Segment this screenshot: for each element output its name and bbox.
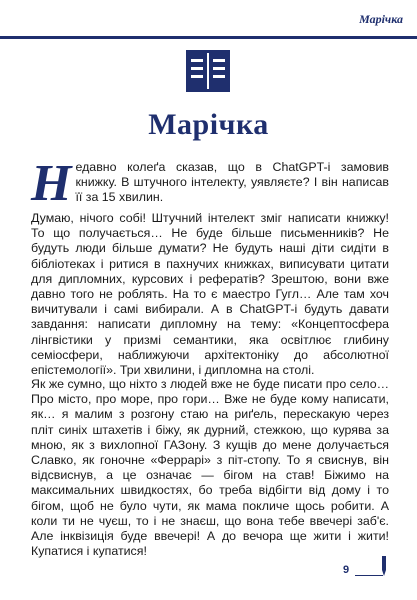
drop-cap: Н: [31, 155, 72, 212]
paragraph-1-text: едавно колеґа сказав, що в ChatGPT-і замовив книжку. В штучного інтелекту, уявляєте? І він написав її за 15 хвилин.: [75, 160, 389, 205]
pen-icon: [380, 556, 388, 576]
book-icon: [186, 50, 230, 92]
page-number: 9: [343, 564, 350, 576]
paragraph-1: [31, 155, 389, 212]
footer-rule: [355, 575, 383, 576]
running-title: Марічка: [359, 12, 403, 26]
paragraph-2: Думаю, нічого собі! Штучний інтелект зміг написати книжку! То що получається… Не буде більше письменників? Не будуть люди більше думати? Не будуть наші діти сидіти в бібліотеках і ритися в пахнучих книжках, виписувати цитати для дипломних, курсових і рефератів? Зрештою, вони вже давно того не роблять. На то є маестро Гугл… Але там хоч вичитували і самі вибирали. А в ChatGPT-і будуть давати завдання: написати дипломну на тему: «Концептосфера лінгвістики у призмі семантики, яка освітлює глибину семіосфери, наближуючи архітектоніку до абсолютної епістемології». Три хвилини, і дипломна на столі.: [31, 211, 389, 378]
paragraph-3: Як же сумно, що ніхто з людей вже не буде писати про село… Про місто, про море, про гори… Вже не буде кому написати, як… я малим з розгону стаю на риґель, перескакую через пліт синіх штахетів і біжу, як дурний, стежкою, що курява за мною, як з вихлопної ГАЗону. З кущів до мене долучається Славко, як гоночне «Феррарі» з піт-стопу. То я свиснув, він відсвиснув, а це означає — бігом на став! Біжимо на максимальних швидкостях, бо треба відбігти від дому і то бігом, щоб не було чути, як мама покличе щось робити. А коли ти не чуєш, то і не знаєш, що вона тебе ввечері заб'є. Але інквізиція буде ввечері! А до вечора ще жити і жити! Купатися і купатися!: [31, 377, 389, 559]
header-rule: [0, 36, 417, 39]
article-title: Марічка: [148, 108, 269, 141]
